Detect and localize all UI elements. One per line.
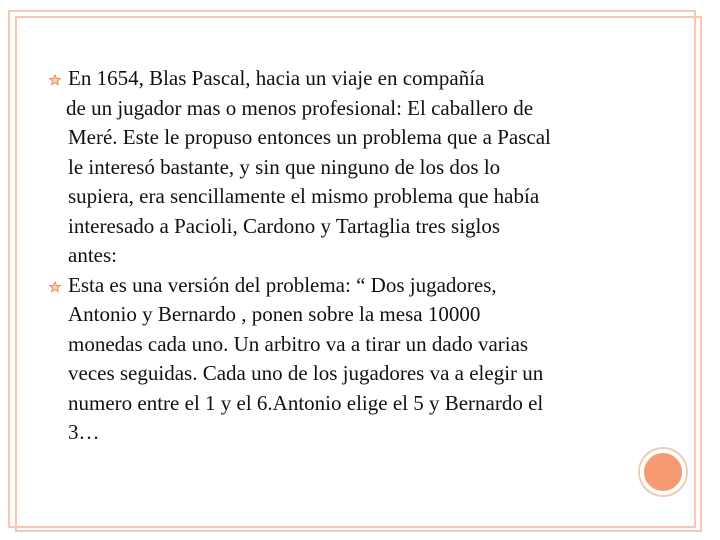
star-bullet-icon: [48, 73, 62, 87]
paragraph-1-line-2: de un jugador mas o menos profesional: El caballero de: [66, 95, 534, 120]
bullet-paragraph-2: [48, 271, 638, 448]
paragraph-1-line-7: antes:: [68, 243, 117, 267]
paragraph-1-line-5: supiera, era sencillamente el mismo problema que había: [68, 184, 540, 208]
paragraph-2-line-1: Esta es una versión del problema: “ Dos jugadores,: [68, 272, 497, 297]
paragraph-2-line-2: Antonio y Bernardo , ponen sobre la mesa 10000: [68, 302, 481, 326]
paragraph-2-line-3: monedas cada uno. Un arbitro va a tirar un dado varias: [68, 331, 529, 356]
paragraph-1-line-3: Meré. Este le propuso entonces un problema que a Pascal: [68, 125, 551, 149]
paragraph-2-line-5: numero entre el 1 y el 6.Antonio elige el 5 y Bernardo el: [68, 390, 544, 415]
decorative-circle: [640, 449, 686, 495]
paragraph-2-line-6: 3…: [68, 420, 100, 444]
star-bullet-icon: [48, 280, 62, 294]
bullet-paragraph-1: [48, 64, 638, 271]
paragraph-1-line-1: En 1654, Blas Pascal, hacia un viaje en compañía: [68, 66, 485, 90]
paragraph-1-line-6: interesado a Pacioli, Cardono y Tartaglia tres siglos: [68, 213, 501, 238]
paragraph-2-line-4: veces seguidas. Cada uno de los jugadores va a elegir un: [68, 361, 544, 385]
paragraph-1-line-4: le interesó bastante, y sin que ninguno de los dos lo: [68, 154, 501, 179]
slide-content: [48, 64, 638, 448]
